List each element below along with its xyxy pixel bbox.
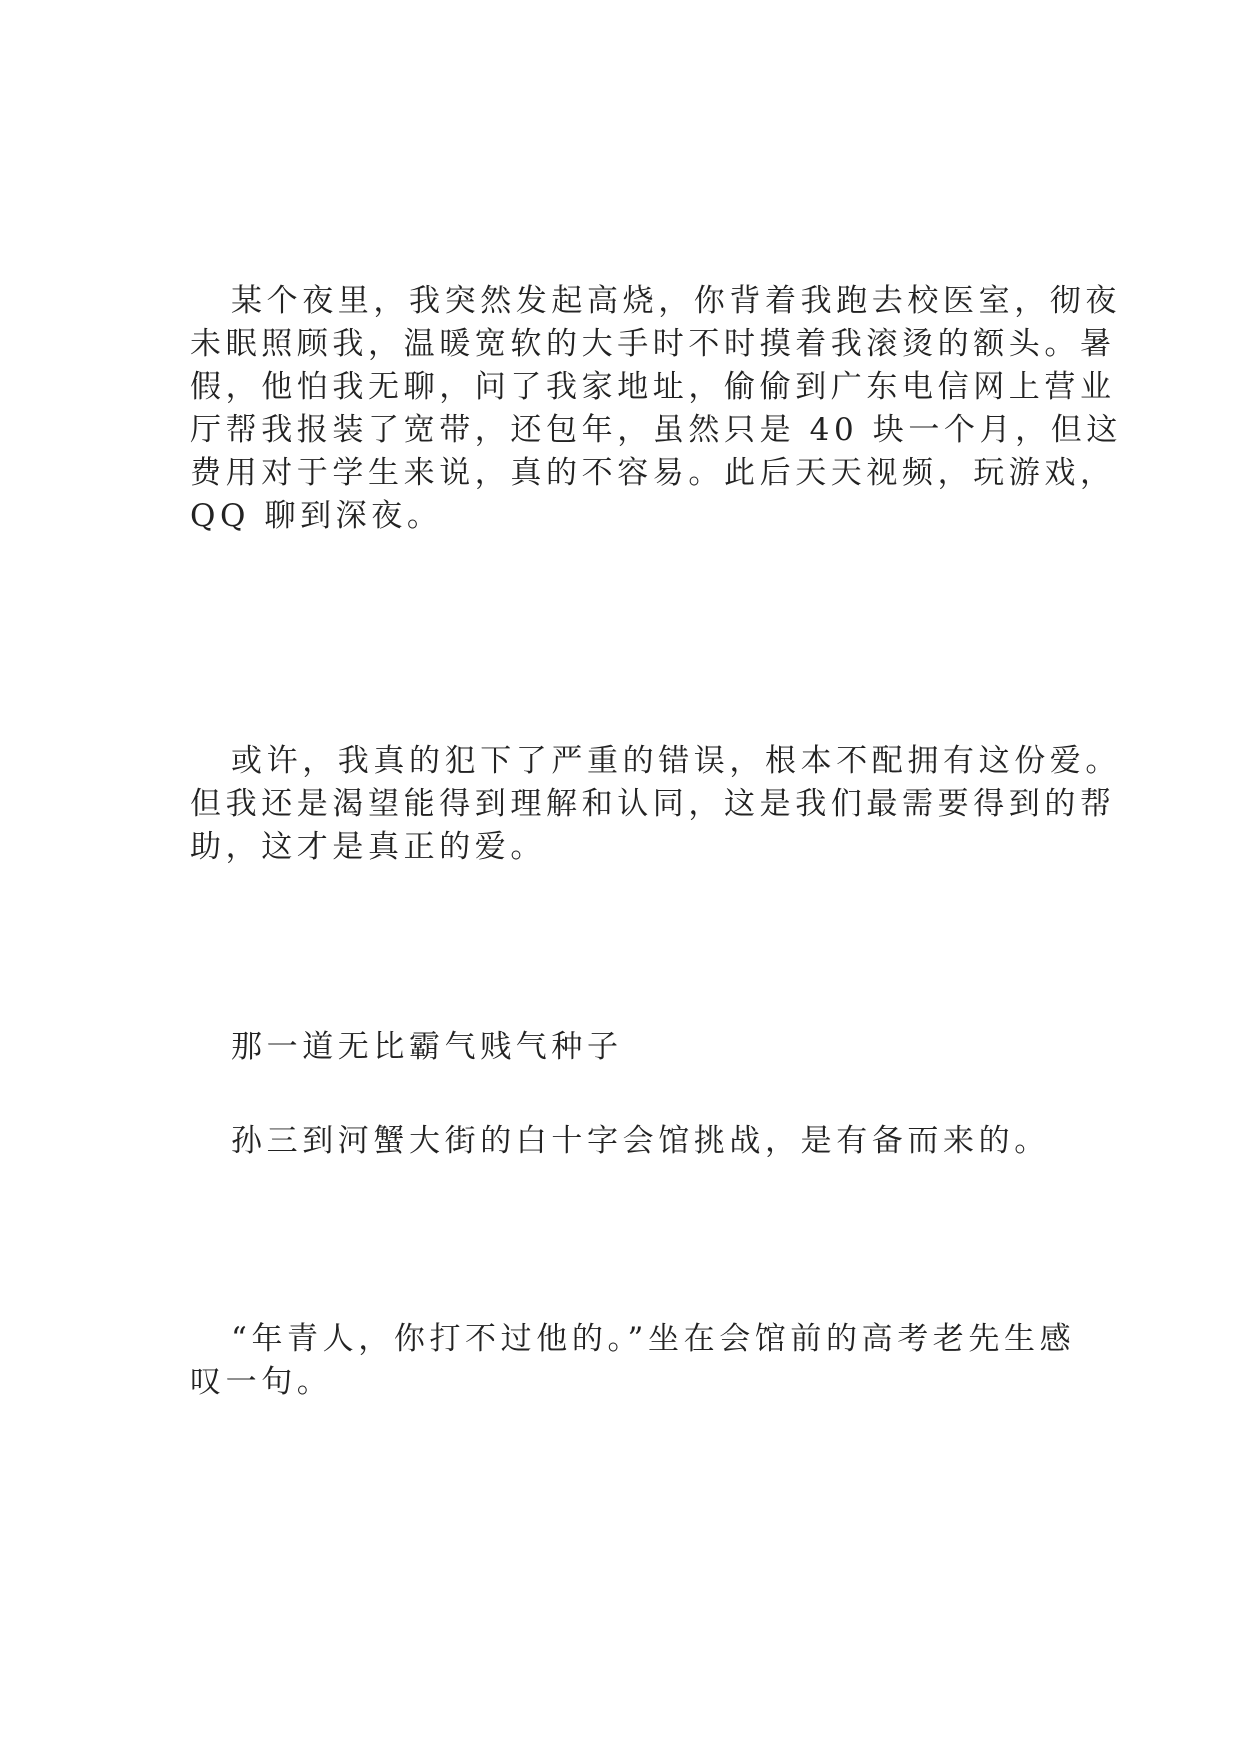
- paragraph-mistake: [190, 740, 1121, 869]
- paragraph-challenge: [190, 1120, 1060, 1163]
- paragraph-line: 叹一句。: [190, 1364, 333, 1400]
- paragraph-line: 某个夜里，我突然发起高烧，你背着我跑去校医室，彻夜: [231, 283, 1121, 319]
- paragraph-line: 助，这才是真正的爱。: [190, 829, 546, 865]
- paragraph-old-man: [190, 1318, 1076, 1404]
- paragraph-line: 假，他怕我无聊，问了我家地址，偷偷到广东电信网上营业: [190, 369, 1116, 405]
- section-heading: [190, 1026, 1060, 1069]
- paragraph-line: QQ 聊到深夜。: [190, 498, 443, 534]
- paragraph-line: 或许，我真的犯下了严重的错误，根本不配拥有这份爱。: [231, 743, 1121, 779]
- heading-line: 那一道无比霸气贱气种子: [231, 1029, 623, 1065]
- paragraph-line: 费用对于学生来说，真的不容易。此后天天视频，玩游戏，: [190, 455, 1116, 491]
- paragraph-line: 孙三到河蟹大街的白十字会馆挑战，是有备而来的。: [231, 1123, 1050, 1159]
- paragraph-line: 但我还是渴望能得到理解和认同，这是我们最需要得到的帮: [190, 786, 1116, 822]
- paragraph-line: “年青人，你打不过他的。”坐在会馆前的高考老先生感: [231, 1321, 1076, 1357]
- paragraph-line: 未眠照顾我，温暖宽软的大手时不时摸着我滚烫的额头。暑: [190, 326, 1116, 362]
- paragraph-fever-night: [190, 280, 1122, 538]
- paragraph-line: 厅帮我报装了宽带，还包年，虽然只是 40 块一个月，但这: [190, 412, 1122, 448]
